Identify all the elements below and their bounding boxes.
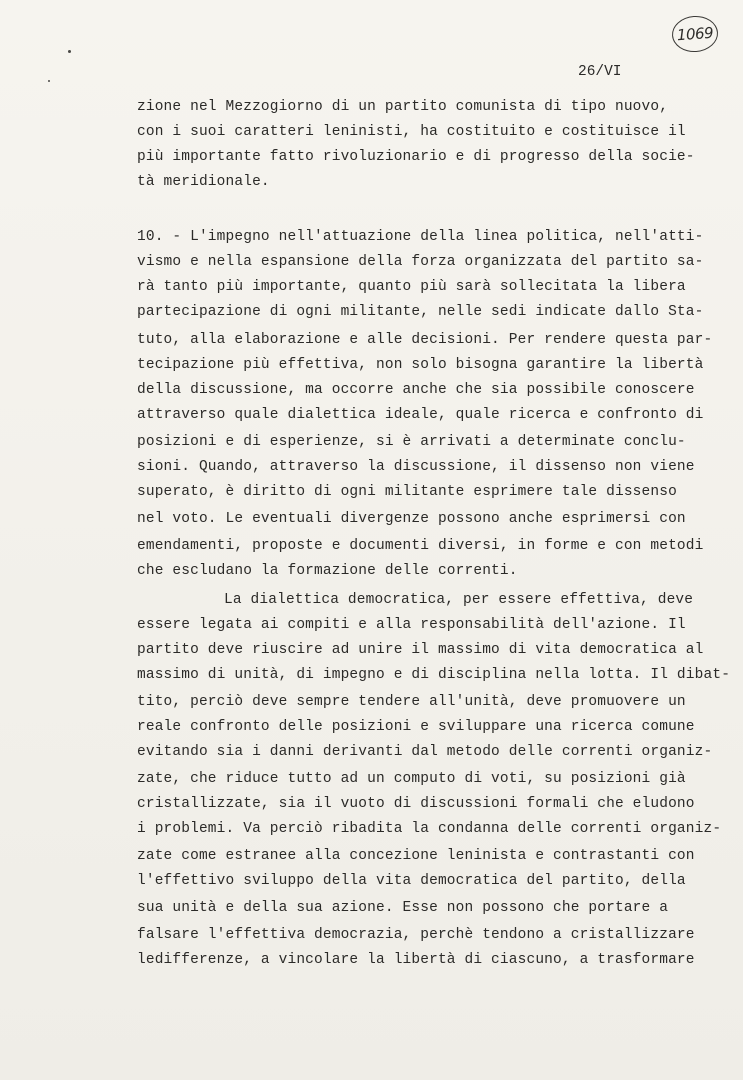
text-line: reale confronto delle posizioni e sviluppare una ricerca comune xyxy=(137,719,695,735)
text-line: emendamenti, proposte e documenti diversi, in forme e con metodi xyxy=(137,538,704,554)
text-line: La dialettica democratica, per essere effettiva, deve xyxy=(224,592,694,608)
text-line: sioni. Quando, attraverso la discussione, il dissenso non viene xyxy=(137,459,695,475)
text-line: tuto, alla elaborazione e alle decisioni. Per rendere questa par- xyxy=(137,332,713,348)
text-line: vismo e nella espansione della forza organizzata del partito sa- xyxy=(137,254,704,270)
text-line: cristallizzate, sia il vuoto di discussioni formali che eludono xyxy=(137,796,695,812)
text-line: partito deve riuscire ad unire il massimo di vita democratica al xyxy=(137,642,704,658)
page-number: 26/VI xyxy=(578,64,622,80)
text-line: l'effettivo sviluppo della vita democratica del partito, della xyxy=(137,873,686,889)
archive-number: 1069 xyxy=(676,23,714,45)
text-line: della discussione, ma occorre anche che sia possibile conoscere xyxy=(137,382,695,398)
text-line: zate come estranee alla concezione leninista e contrastanti con xyxy=(137,848,695,864)
text-line: evitando sia i danni derivanti dal metodo delle correnti organiz- xyxy=(137,744,713,760)
text-line: sua unità e della sua azione. Esse non possono che portare a xyxy=(137,900,669,916)
text-line: partecipazione di ogni militante, nelle sedi indicate dallo Sta- xyxy=(137,304,704,320)
archive-number-stamp xyxy=(671,14,719,53)
text-line: tito, perciò deve sempre tendere all'unità, deve promuovere un xyxy=(137,694,686,710)
text-line: essere legata ai compiti e alla responsabilità dell'azione. Il xyxy=(137,617,686,633)
text-line: tecipazione più effettiva, non solo bisogna garantire la libertà xyxy=(137,357,704,373)
text-line: più importante fatto rivoluzionario e di progresso della socie- xyxy=(137,149,695,165)
text-line: zate, che riduce tutto ad un computo di voti, su posizioni già xyxy=(137,771,686,787)
text-line: ledifferenze, a vincolare la libertà di ciascuno, a trasformare xyxy=(137,952,695,968)
text-line: superato, è diritto di ogni militante esprimere tale dissenso xyxy=(137,484,677,500)
text-line: zione nel Mezzogiorno di un partito comunista di tipo nuovo, xyxy=(137,99,669,115)
text-line: falsare l'effettiva democrazia, perchè tendono a cristallizzare xyxy=(137,927,695,943)
text-line: posizioni e di esperienze, si è arrivati a determinate conclu- xyxy=(137,434,686,450)
text-line: tà meridionale. xyxy=(137,174,270,190)
margin-mark xyxy=(48,80,50,82)
text-line: rà tanto più importante, quanto più sarà sollecitata la libera xyxy=(137,279,686,295)
margin-mark xyxy=(68,50,71,53)
text-line: 10. - L'impegno nell'attuazione della linea politica, nell'atti- xyxy=(137,229,704,245)
text-line: attraverso quale dialettica ideale, quale ricerca e confronto di xyxy=(137,407,704,423)
text-line: che escludano la formazione delle correnti. xyxy=(137,563,518,579)
text-line: massimo di unità, di impegno e di disciplina nella lotta. Il dibat- xyxy=(137,667,731,683)
text-line: con i suoi caratteri leninisti, ha costituito e costituisce il xyxy=(137,124,686,140)
text-line: nel voto. Le eventuali divergenze possono anche esprimersi con xyxy=(137,511,686,527)
text-line: i problemi. Va perciò ribadita la condanna delle correnti organiz- xyxy=(137,821,722,837)
